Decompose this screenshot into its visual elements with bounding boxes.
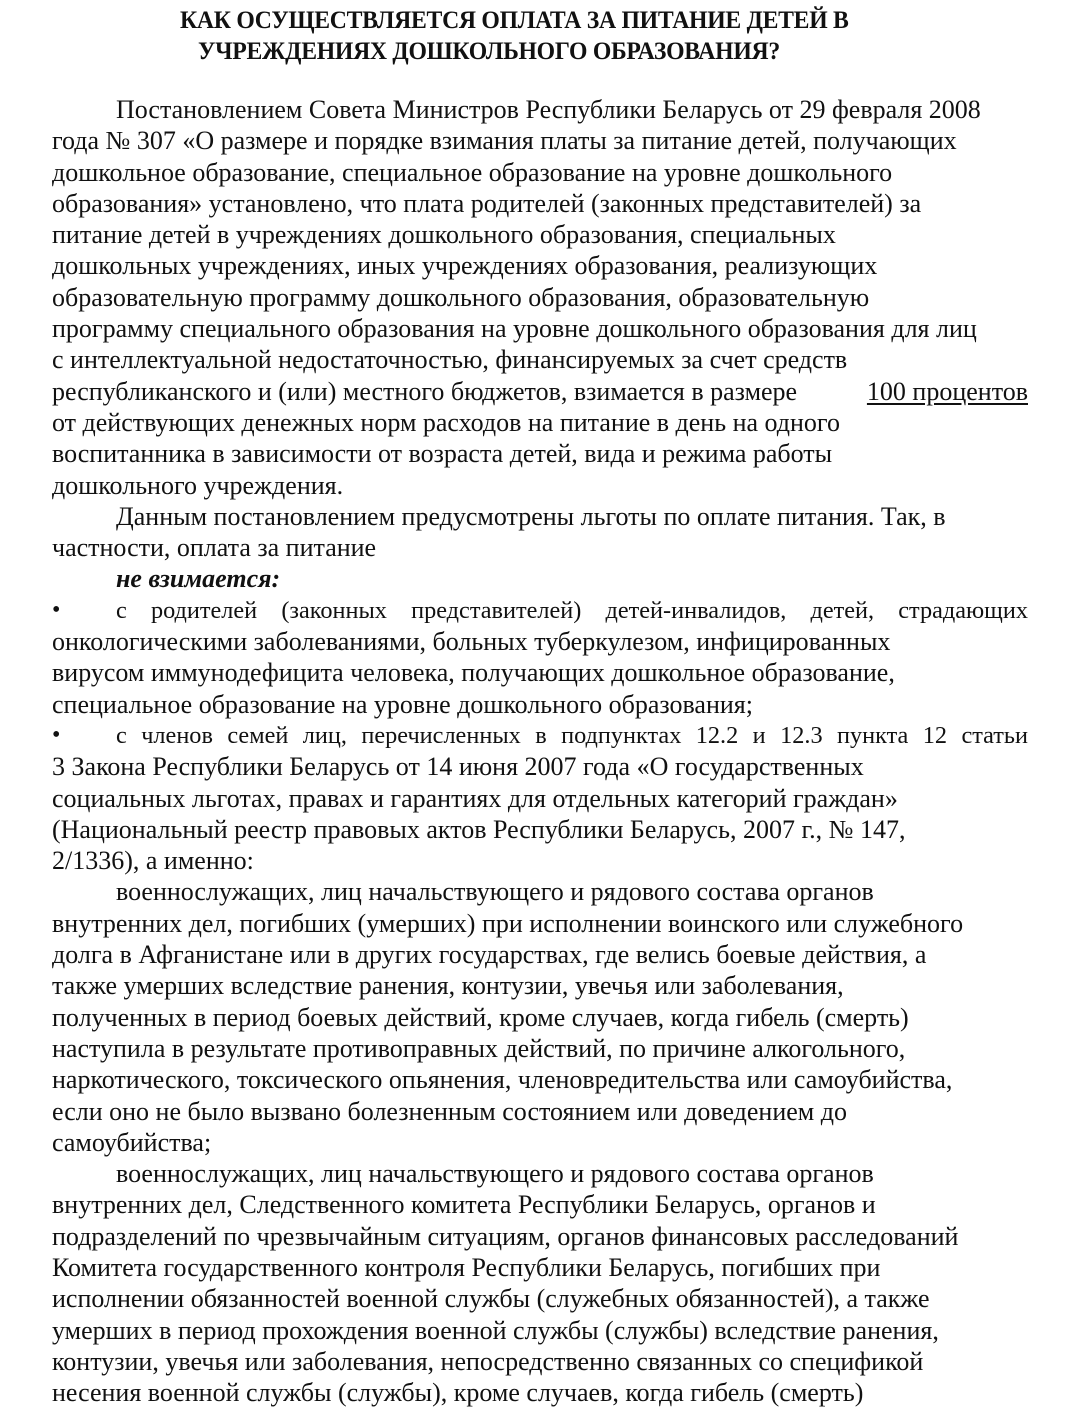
text-line: воспитанника в зависимости от возраста детей, вида и режима работы [52, 439, 833, 469]
text-line: внутренних дел, Следственного комитета Республики Беларусь, органов и [52, 1190, 876, 1220]
text-line: вирусом иммунодефицита человека, получающих дошкольное образование, [52, 658, 895, 688]
text-line: года № 307 «О размере и порядке взимания платы за питание детей, получающих [52, 126, 957, 156]
bullet-icon: • [52, 596, 61, 623]
text-line: подразделений по чрезвычайным ситуациям, органов финансовых расследований [52, 1221, 959, 1251]
text-line: с интеллектуальной недостаточностью, финансируемых за счет средств [52, 345, 848, 375]
underlined-percent: 100 процентов [866, 376, 1028, 406]
text-line: полученных в период боевых действий, кроме случаев, когда гибель (смерть) [52, 1002, 909, 1032]
text-line: наступила в результате противоправных действий, по причине алкогольного, [52, 1033, 906, 1063]
text-line: долга в Афганистане или в других государствах, где велись боевые действия, а [52, 940, 927, 970]
text-line: 3 Закона Республики Беларусь от 14 июня 2007 года «О государственных [52, 752, 864, 782]
text-line: дошкольного учреждения. [52, 470, 344, 500]
text-line: самоубийства; [52, 1127, 212, 1157]
text-fragment: республиканского и (или) местного бюджетов, взимается в размере [52, 376, 804, 406]
text-line: военнослужащих, лиц начальствующего и рядового состава органов [116, 1159, 874, 1189]
paragraph-resolution [52, 94, 1028, 501]
text-line [52, 720, 1028, 751]
text-line: наркотического, токсического опьянения, членовредительства или самоубийства, [52, 1065, 953, 1095]
paragraph-military-service [52, 1158, 1028, 1408]
text-line: умерших в период прохождения военной службы (службы) вследствие ранения, [52, 1315, 939, 1345]
text-line: дошкольное образование, специальное образование на уровне дошкольного [52, 157, 893, 187]
text-line: частности, оплата за питание [52, 533, 377, 563]
paragraph-afghanistan [52, 876, 1028, 1158]
paragraph-benefits [52, 501, 1028, 564]
text-line: от действующих денежных норм расходов на питание в день на одного [52, 407, 840, 437]
text-line: исполнении обязанностей военной службы (служебных обязанностей), а также [52, 1284, 930, 1314]
text-line: образовательную программу дошкольного образования, образовательную [52, 282, 870, 312]
text-line: контузии, увечья или заболевания, непосредственно связанных со спецификой [52, 1346, 924, 1376]
document-title-line-1: КАК ОСУЩЕСТВЛЯЕТСЯ ОПЛАТА ЗА ПИТАНИЕ ДЕТЕЙ В [180, 5, 849, 34]
text-line: Данным постановлением предусмотрены льготы по оплате питания. Так, в [116, 501, 946, 531]
text-line [52, 595, 1028, 626]
text-line: также умерших вследствие ранения, контузии, увечья или заболевания, [52, 971, 844, 1001]
bullet-text: с членов семей лиц, перечисленных в подпунктах 12.2 и 12.3 пункта 12 статьи [116, 721, 1028, 749]
text-line: социальных льготах, правах и гарантиях для отдельных категорий граждан» [52, 783, 898, 813]
text-line: 2/1336), а именно: [52, 846, 254, 876]
bullet-item [52, 720, 1028, 876]
bullet-text: с родителей (законных представителей) детей-инвалидов, детей, страдающих [116, 596, 1028, 624]
text-line: внутренних дел, погибших (умерших) при исполнении воинского или служебного [52, 908, 964, 938]
text-line: несения военной службы (службы), кроме случаев, когда гибель (смерть) [52, 1378, 864, 1408]
text-line: если оно не было вызвано болезненным состоянием или доведением до [52, 1096, 847, 1126]
bullet-icon: • [52, 721, 61, 748]
text-line: Комитета государственного контроля Республики Беларусь, погибших при [52, 1252, 881, 1282]
text-line: образования» установлено, что плата родителей (законных представителей) за [52, 188, 922, 218]
text-line: военнослужащих, лиц начальствующего и рядового состава органов [116, 877, 874, 907]
bullet-item [52, 595, 1028, 720]
text-line-with-underline [52, 376, 1028, 407]
text-line: специальное образование на уровне дошкольного образования; [52, 689, 753, 719]
document-title-line-2: УЧРЕЖДЕНИЯХ ДОШКОЛЬНОГО ОБРАЗОВАНИЯ? [198, 36, 780, 65]
document-body [52, 94, 1028, 1408]
text-line: питание детей в учреждениях дошкольного образования, специальных [52, 220, 836, 250]
text-line: (Национальный реестр правовых актов Республики Беларусь, 2007 г., № 147, [52, 814, 906, 844]
text-line: Постановлением Совета Министров Республики Беларусь от 29 февраля 2008 [116, 95, 981, 124]
text-line: дошкольных учреждениях, иных учреждениях образования, реализующих [52, 251, 878, 281]
text-line: программу специального образования на уровне дошкольного образования для лиц [52, 314, 977, 344]
text-line: онкологическими заболеваниями, больных туберкулезом, инфицированных [52, 627, 891, 657]
emphasis-not-charged: не взимается: [116, 564, 281, 594]
